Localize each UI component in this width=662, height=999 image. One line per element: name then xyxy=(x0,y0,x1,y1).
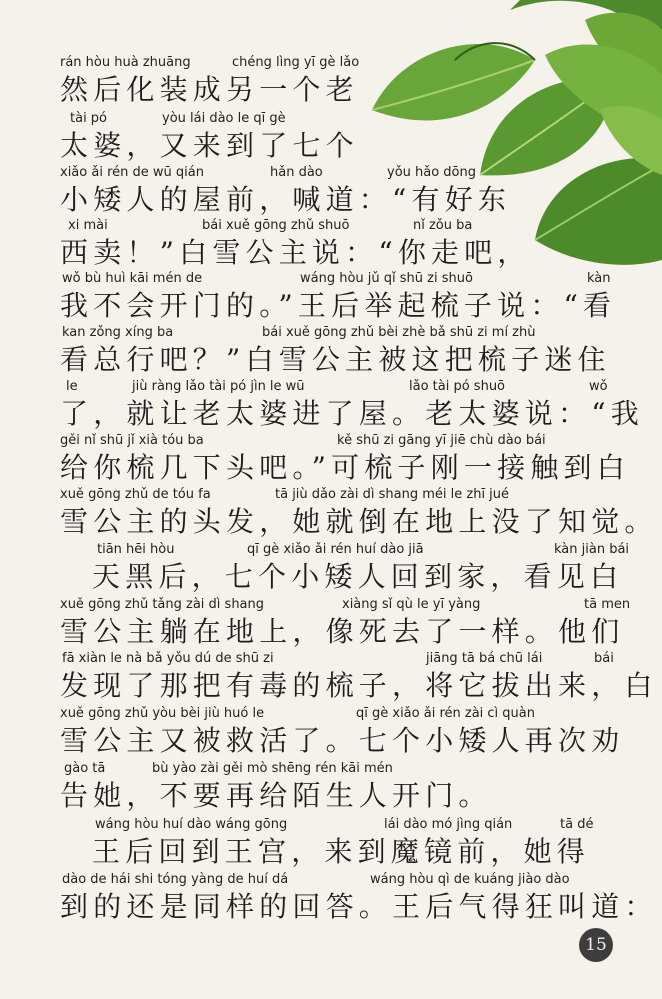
hanzi-text: 雪公主的头发，她就倒在地上没了知觉。 xyxy=(60,505,658,538)
pinyin-annotation: qī gè xiǎo ǎi rén zài cì quàn xyxy=(356,706,535,721)
hanzi-text: 告她，不要再给陌生人开门。 xyxy=(60,779,492,812)
pinyin-annotation: jiāng tā bá chū lái xyxy=(426,651,543,666)
pinyin-annotation: bù yào zài gěi mò shēng rén kāi mén xyxy=(152,761,393,776)
hanzi-text: 看总行吧？”白雪公主被这把梳子迷住 xyxy=(60,343,611,376)
pinyin-annotation: xiǎo ǎi rén de wū qián xyxy=(60,165,204,180)
hanzi-text: 给你梳几下头吧。”可梳子刚一接触到白 xyxy=(60,451,630,484)
pinyin-annotation: wǒ xyxy=(589,379,608,394)
pinyin-annotation: gěi nǐ shū jǐ xià tóu ba xyxy=(60,433,204,448)
hanzi-text: 到的还是同样的回答。王后气得狂叫道： xyxy=(60,890,658,923)
pinyin-annotation: bái xuě gōng zhǔ bèi zhè bǎ shū zi mí zhù xyxy=(262,325,536,340)
pinyin-annotation: tā dé xyxy=(560,817,594,832)
pinyin-annotation: kě shū zi gāng yī jiē chù dào bái xyxy=(337,433,546,448)
pinyin-annotation: qī gè xiǎo ǎi rén huí dào jiā xyxy=(247,542,424,557)
pinyin-annotation: xuě gōng zhǔ yòu bèi jiù huó le xyxy=(60,706,265,721)
pinyin-annotation: lái dào mó jìng qián xyxy=(384,817,513,832)
hanzi-text: 雪公主躺在地上，像死去了一样。他们 xyxy=(60,615,625,648)
hanzi-text: 然后化装成另一个老 xyxy=(60,73,359,106)
pinyin-annotation: chéng lìng yī gè lǎo xyxy=(232,55,360,70)
pinyin-annotation: tiān hēi hòu xyxy=(97,542,175,557)
hanzi-text: 太婆，又来到了七个 xyxy=(60,129,359,162)
pinyin-annotation: jiù ràng lǎo tài pó jìn le wū xyxy=(132,379,305,394)
pinyin-annotation: kàn xyxy=(587,271,611,286)
pinyin-annotation: le xyxy=(66,379,78,394)
pinyin-annotation: rán hòu huà zhuāng xyxy=(60,55,191,70)
hanzi-text: 雪公主又被救活了。七个小矮人再次劝 xyxy=(60,724,625,757)
pinyin-annotation: tā jiù dǎo zài dì shang méi le zhī jué xyxy=(275,487,510,502)
hanzi-text: 王后回到王宫，来到魔镜前，她得 xyxy=(92,835,591,868)
hanzi-text: 我不会开门的。”王后举起梳子说：“看 xyxy=(60,289,617,322)
pinyin-annotation: yòu lái dào le qī gè xyxy=(162,111,286,126)
pinyin-annotation: tā men xyxy=(584,597,631,612)
pinyin-annotation: yǒu hǎo dōng xyxy=(387,165,477,180)
pinyin-annotation: bái xyxy=(594,651,614,666)
pinyin-annotation: bái xuě gōng zhǔ shuō xyxy=(202,218,350,233)
hanzi-text: 天黑后，七个小矮人回到家，看见白 xyxy=(92,560,624,593)
pinyin-annotation: lǎo tài pó shuō xyxy=(409,379,506,394)
pinyin-annotation: hǎn dào xyxy=(270,165,323,180)
pinyin-annotation: nǐ zǒu ba xyxy=(413,218,473,233)
pinyin-annotation: wǒ bù huì kāi mén de xyxy=(62,271,203,286)
pinyin-annotation: tài pó xyxy=(70,111,108,126)
pinyin-annotation: xiàng sǐ qù le yī yàng xyxy=(342,597,481,612)
pinyin-annotation: wáng hòu jǔ qǐ shū zi shuō xyxy=(300,271,473,286)
pinyin-annotation: xuě gōng zhǔ de tóu fa xyxy=(60,487,211,502)
pinyin-annotation: xi mài xyxy=(68,218,108,233)
hanzi-text: 了，就让老太婆进了屋。老太婆说：“我 xyxy=(60,397,644,430)
page-number: 15 xyxy=(579,928,613,962)
pinyin-annotation: dào de hái shi tóng yàng de huí dá xyxy=(62,872,289,887)
pinyin-annotation: wáng hòu huí dào wáng gōng xyxy=(95,817,288,832)
hanzi-text: 西卖！”白雪公主说：“你走吧， xyxy=(60,236,531,269)
pinyin-annotation: fā xiàn le nà bǎ yǒu dú de shū zi xyxy=(62,651,274,666)
pinyin-annotation: wáng hòu qì de kuáng jiào dào xyxy=(370,872,570,887)
pinyin-annotation: gào tā xyxy=(64,761,106,776)
pinyin-annotation: kan zǒng xíng ba xyxy=(62,325,174,340)
pinyin-annotation: xuě gōng zhǔ tǎng zài dì shang xyxy=(60,597,265,612)
hanzi-text: 小矮人的屋前，喊道：“有好东 xyxy=(60,183,512,216)
pinyin-annotation: kàn jiàn bái xyxy=(554,542,630,557)
hanzi-text: 发现了那把有毒的梳子，将它拔出来，白 xyxy=(60,669,658,702)
